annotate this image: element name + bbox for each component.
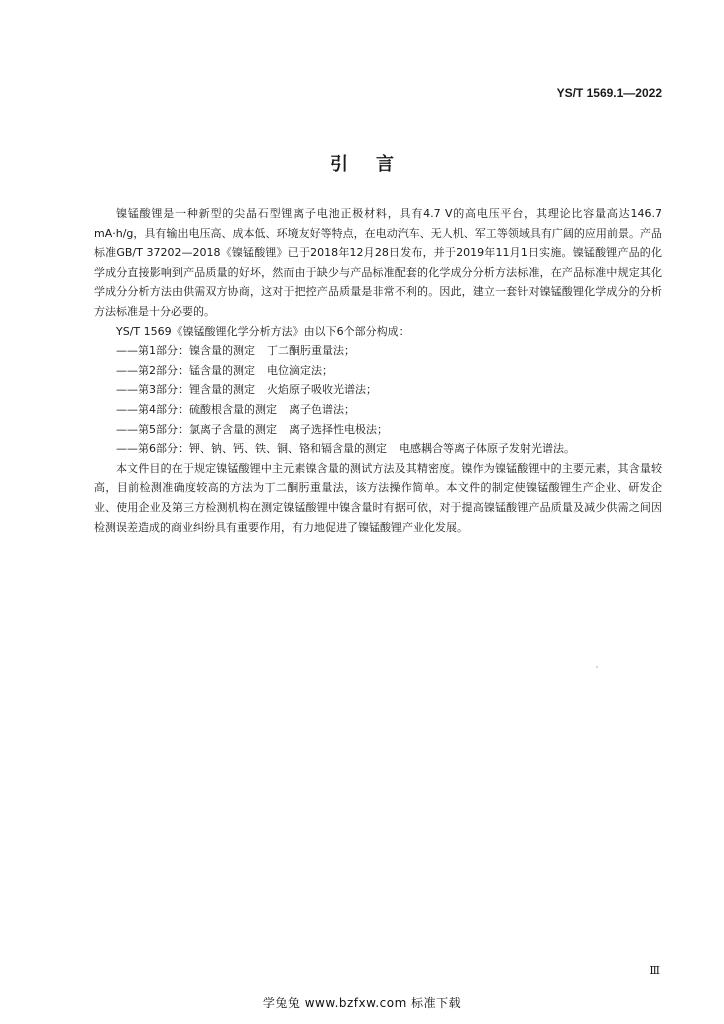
part-list-item	[94, 361, 662, 381]
part-method: 电位滴定法；	[267, 363, 333, 377]
introduction-body	[94, 204, 662, 537]
part-label: ——第2部分：锰含量的测定	[116, 363, 255, 377]
part-method: 丁二酮肟重量法；	[267, 344, 355, 358]
intro-paragraph-2: YS/T 1569《镍锰酸锂化学分析方法》由以下6个部分构成：	[116, 324, 410, 338]
part-label: ——第1部分：镍含量的测定	[116, 344, 255, 358]
page-number: Ⅲ	[649, 964, 660, 977]
part-label: ——第5部分：氯离子含量的测定	[116, 422, 277, 436]
part-list-item	[94, 341, 662, 361]
standard-number-header: YS/T 1569.1—2022	[556, 86, 662, 100]
page-title: 引言	[330, 154, 422, 175]
part-label: ——第6部分：钾、钠、钙、铁、铜、铬和镉含量的测定	[116, 442, 387, 456]
part-method: 火焰原子吸收光谱法；	[267, 383, 377, 397]
part-list-item	[94, 439, 662, 459]
part-method: 离子选择性电极法；	[289, 422, 388, 436]
part-label: ——第3部分：锂含量的测定	[116, 383, 255, 397]
part-list-item	[94, 400, 662, 420]
part-list-item	[94, 380, 662, 400]
part-method: 电感耦合等离子体原子发射光谱法。	[399, 442, 575, 456]
parts-list	[94, 341, 662, 459]
part-label: ——第4部分：硫酸根含量的测定	[116, 402, 277, 416]
part-list-item	[94, 420, 662, 440]
intro-paragraph-3: 本文件目的在于规定镍锰酸锂中主元素镍含量的测试方法及其精密度。镍作为镍锰酸锂中的主要元素，其含量较高，目前检测准确度较高的方法为丁二酮肟重量法，该方法操作简单。本文件的制定使镍锰酸锂生产企业、研发企业、使用企业及第三方检测机构在测定镍锰酸锂中镍含量时有据可依，对于提高镍锰酸锂产品质量及减少供需之间因检测误差造成的商业纠纷具有重要作用，有力地促进了镍锰酸锂产业化发展。	[94, 461, 662, 534]
scan-speck	[596, 666, 598, 668]
intro-paragraph-1: 镍锰酸锂是一种新型的尖晶石型锂离子电池正极材料，具有4.7 V的高电压平台，其理论比容量高达146.7 mA·h/g，具有输出电压高、成本低、环境友好等特点，在电动汽车、无人机、军工等领域具有广阔的应用前景。产品标准GB/T 37202—2018《镍锰酸锂》已于2018年12月28日发布，并于2019年11月1日实施。镍锰酸锂产品的化学成分直接影响到产品质量的好坏，然而由于缺少与产品标准配套的化学成分分析方法标准，在产品标准中规定其化学成分分析方法由供需双方协商，这对于把控产品质量是非常不利的。因此，建立一套针对镍锰酸锂化学成分的分析方法标准是十分必要的。	[94, 207, 662, 318]
footer-watermark: 学兔兔 www.bzfxw.com 标准下载	[262, 996, 462, 1010]
part-method: 离子色谱法；	[289, 402, 355, 416]
